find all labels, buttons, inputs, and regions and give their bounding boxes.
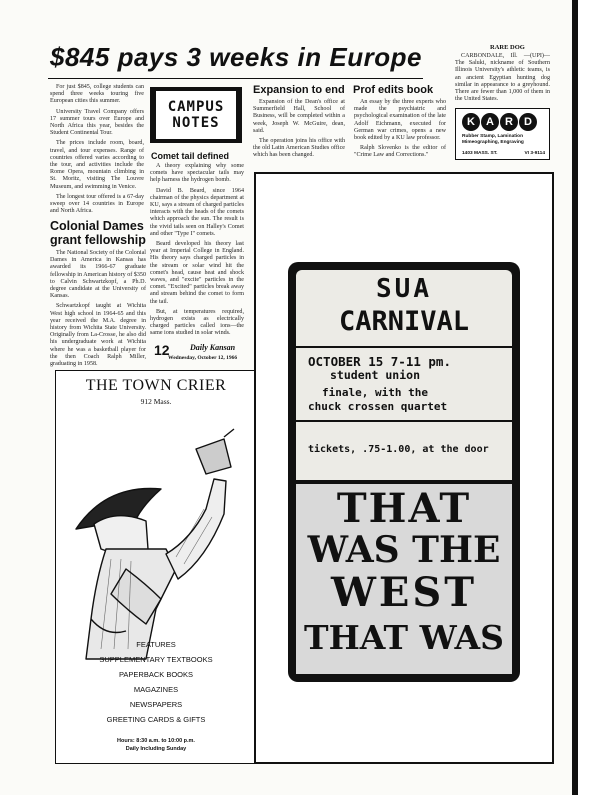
europe-para: University Travel Company offers 17 summer tours over Europe and North Africa this year, besides the Student Continental Tour. <box>50 108 144 137</box>
kard-logo <box>462 113 537 131</box>
kard-ad <box>455 108 550 160</box>
carnival-poster-top <box>296 270 512 480</box>
next-page-edge <box>572 0 600 795</box>
kard-address: 1403 MASS. ST. <box>462 151 498 156</box>
comet-para: David B. Beard, since 1964 chairman of the physics department at KU, says a stream of charged particles interacts with the heads of the comets which approach the sun. The result is the vivid tails seen on Halley's Comet and other "Type I" comets. <box>150 187 244 237</box>
headline-rule <box>48 78 423 79</box>
campus-notes-line2: NOTES <box>172 115 220 131</box>
town-crier-item: PAPERBACK BOOKS <box>118 670 194 679</box>
issue-date: Wednesday, October 12, 1966 <box>168 355 238 361</box>
town-crier-item: NEWSPAPERS <box>129 700 183 709</box>
comet-story <box>150 163 244 341</box>
rare-dog-title: RARE DOG <box>490 44 525 51</box>
prof-book-para: An essay by the three experts who made the psychiatric and psychological examination of the late Adolf Eichmann, executed for German war crimes, opens a new book edited by a KU law professor. <box>354 99 446 142</box>
kard-letter: D <box>519 113 537 131</box>
town-crier-illustration <box>66 409 246 664</box>
town-crier-ad <box>55 370 257 764</box>
kard-letter: K <box>462 113 480 131</box>
comet-para: But, at temperatures required, hydrogen exists as electrically charged particles called ions—the same ions studied in solar winds. <box>150 308 244 337</box>
carnival-line1: SUA <box>376 274 432 304</box>
carnival-date: OCTOBER 15 7-11 pm. <box>308 354 451 369</box>
paper-name: Daily Kansan <box>190 343 236 352</box>
campus-notes-line1: CAMPUS <box>167 99 225 115</box>
town-crier-hours: Hours: 8:30 a.m. to 10:00 p.m. <box>117 738 195 744</box>
europe-story <box>50 84 144 218</box>
europe-headline: $845 pays 3 weeks in Europe <box>50 42 422 72</box>
comet-title: Comet tail defined <box>151 151 230 161</box>
expansion-title: Expansion to end <box>253 84 345 96</box>
carnival-poster <box>288 262 520 682</box>
europe-para: The longest tour offered is a 67-day sweep over 14 countries in Europe and North Africa. <box>50 193 144 215</box>
town-crier-address: 912 Mass. <box>140 397 172 406</box>
expansion-para: The operation joins his office with the old Latin American Studies office which has been changed. <box>253 138 345 159</box>
slogan-line: WEST <box>330 569 478 616</box>
carnival-tickets: tickets, .75-1.00, at the door <box>308 444 489 455</box>
europe-para: The prices include room, board, travel, and tour expenses. Range of countries offered varies according to the tour, and activities include the Rome Opera, mountain climbing in St. Moritz, visiting The Louvre Museum, and swimming in Venice. <box>50 140 144 190</box>
dames-story <box>50 220 146 371</box>
carnival-place: student union <box>330 368 421 382</box>
campus-notes-logo <box>150 87 242 143</box>
slogan-line: THAT <box>336 485 472 532</box>
slogan-line: THAT WAS <box>304 618 504 657</box>
rare-dog-text: CARBONDALE, Ill. —(UPI)— The Saluki, nickname of Southern Illinois University's athletic teams, is an ancient Egyptian hunting dog similar in appearance to a greyhound. There are fewer than 1,000 of them in the United States. <box>455 53 550 103</box>
town-crier-days: Daily Including Sunday <box>125 746 187 752</box>
town-crier-name: THE TOWN CRIER <box>85 377 227 394</box>
page-number: 12 <box>154 342 170 358</box>
prof-book-story <box>354 99 446 163</box>
kard-letter: A <box>481 113 499 131</box>
prof-book-title: Prof edits book <box>353 84 434 96</box>
comet-para: A theory explaining why some comets have spectacular tails may help harness the hydrogen bomb. <box>150 163 244 184</box>
rare-dog-story <box>455 53 550 106</box>
europe-para: For just $845, college students can spend three weeks touring five European cities this summer. <box>50 84 144 105</box>
prof-book-para: Ralph Slovenko is the editor of "Crime Law and Corrections." <box>354 145 446 159</box>
town-crier-item: FEATURES <box>136 640 176 649</box>
folio <box>150 340 250 364</box>
town-crier-items <box>56 637 256 727</box>
dames-para: The National Society of the Colonial Dames in America in Kansas has awarded its 1966-67 graduate fellowship in American history of $350 to Calvin Schwartzkopf, a Ph.D. degree candidate at the University of Kansas. <box>50 250 146 300</box>
town-crier-item: SUPPLEMENTARY TEXTBOOKS <box>99 655 213 664</box>
dames-para: Schwartzkopf taught at Wichita West high school in 1964-65 and this year received the M.A. degree in history from Wichita State University. Originally from La-Crosse, he also did his undergraduate work at Wichita where he was a basketball player for the then Coach Ralph Miller, graduating in 1958. <box>50 303 146 368</box>
kard-letter: R <box>500 113 518 131</box>
town-crier-item: MAGAZINES <box>133 685 179 694</box>
comet-para: Beard developed his theory last year at Imperial College in England. His theory says charged particles in the stream or solar wind hit the comet's head, cause heat and shock waves, and "excite" particles in the comet. "Excited" particles break away and stream behind the comet to form the tail. <box>150 241 244 305</box>
carnival-finale1: finale, with the <box>322 386 428 399</box>
carnival-line2: CARNIVAL <box>338 306 470 337</box>
kard-line2: Mimeographing, Engraving <box>462 140 524 145</box>
carnival-finale2: chuck crossen quartet <box>308 400 448 413</box>
dames-title: Colonial Dames grant fellowship <box>50 219 146 247</box>
carnival-rule <box>296 420 512 422</box>
carnival-slogan-panel <box>296 484 512 674</box>
slogan-line: WAS THE <box>307 529 501 571</box>
town-crier-item: GREETING CARDS & GIFTS <box>106 715 206 724</box>
expansion-para: Expansion of the Dean's office at Summerfield Hall, School of Business, will be completed within a week, Joseph W. McGuire, dean, said. <box>253 99 345 134</box>
kard-phone: VI 3-9114 <box>524 151 545 156</box>
expansion-story <box>253 99 345 163</box>
carnival-rule <box>296 346 512 348</box>
kard-line1: Rubber Stamp, Lamination <box>462 134 524 139</box>
